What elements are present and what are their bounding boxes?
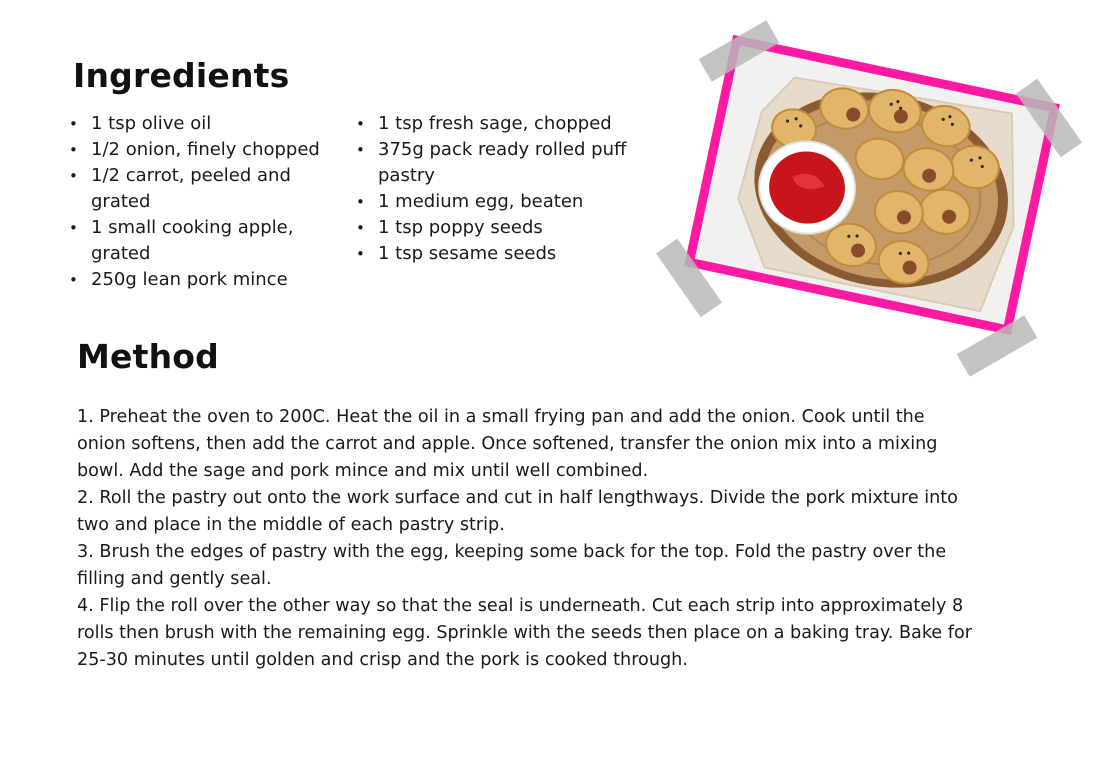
ingredient-item: • 1 tsp fresh sage, chopped: [356, 111, 636, 137]
ingredient-item: • 1 small cooking apple, grated: [69, 215, 349, 267]
ingredient-item: • 250g lean pork mince: [69, 267, 349, 293]
ingredients-list-column-2: [356, 111, 636, 267]
method-step: 1. Preheat the oven to 200C. Heat the oil in a small frying pan and add the onion. Cook until the onion softens, then add the carrot and apple. Once softened, transfer the onion mix into a mixing bowl. Add the sage and pork mince and mix until well combined.: [77, 407, 938, 481]
ingredient-item: • 1 tsp sesame seeds: [356, 241, 636, 267]
ingredients-heading: Ingredients: [73, 56, 290, 95]
ingredient-item: • 1 medium egg, beaten: [356, 189, 636, 215]
method-step: 2. Roll the pastry out onto the work surface and cut in half lengthways. Divide the pork mixture into two and place in the middle of each pastry strip.: [77, 488, 958, 535]
recipe-photo: [684, 35, 1060, 335]
ingredient-item: • 1/2 carrot, peeled and grated: [69, 163, 349, 215]
ingredients-list-column-1: [69, 111, 349, 293]
photo-frame: [684, 35, 1060, 335]
method-step: 4. Flip the roll over the other way so that the seal is underneath. Cut each strip into approximately 8 rolls then brush with the remaining egg. Sprinkle with the seeds then place on a baking tray. Bake for 25-30 minutes until golden and crisp and the pork is cooked through.: [77, 596, 972, 670]
ingredient-item: • 375g pack ready rolled puff pastry: [356, 137, 636, 189]
method-step: 3. Brush the edges of pastry with the egg, keeping some back for the top. Fold the pastry over the filling and gently seal.: [77, 542, 947, 589]
method-steps: [77, 404, 977, 674]
method-heading: Method: [77, 337, 219, 376]
ingredient-item: • 1 tsp olive oil: [69, 111, 349, 137]
ingredient-item: • 1/2 onion, finely chopped: [69, 137, 349, 163]
ingredient-item: • 1 tsp poppy seeds: [356, 215, 636, 241]
sausage-rolls-image: [695, 46, 1049, 325]
food-illustration: [695, 46, 1049, 325]
